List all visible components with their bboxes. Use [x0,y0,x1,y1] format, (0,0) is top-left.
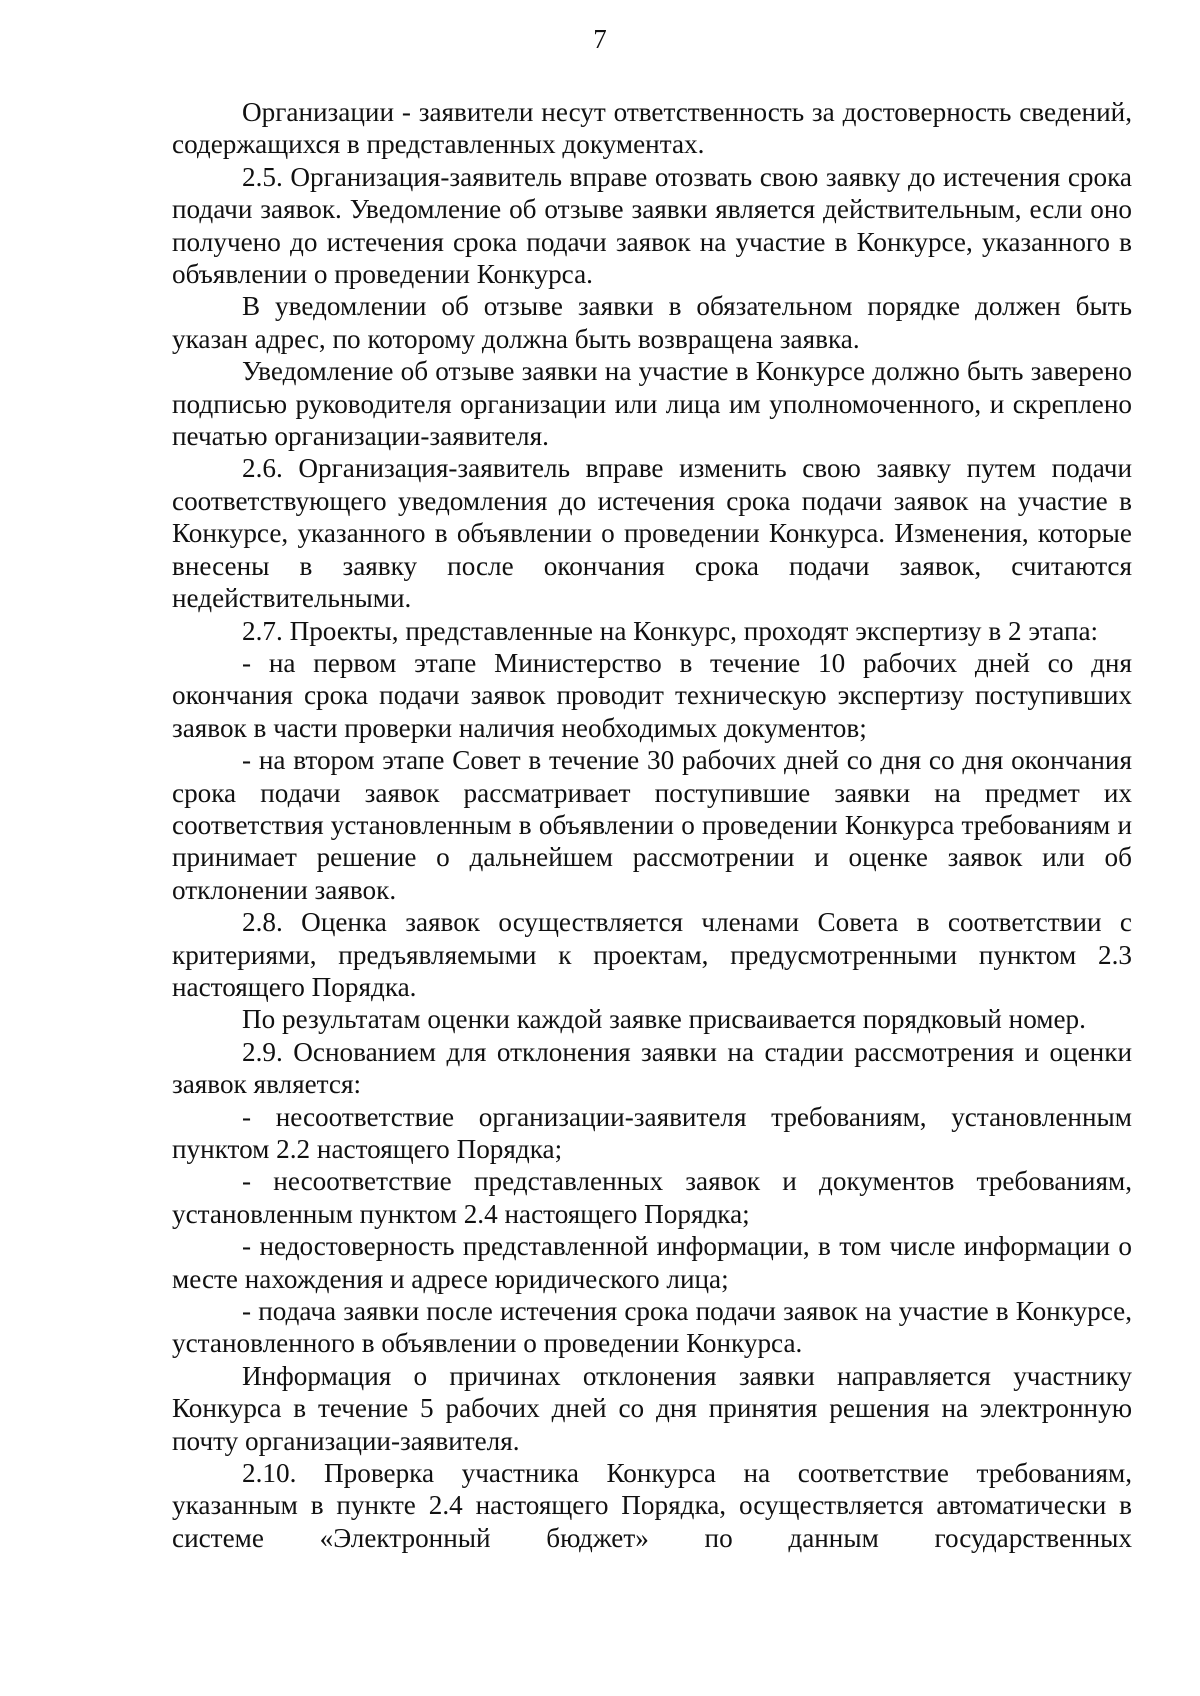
paragraph-2-10-verification: 2.10. Проверка участника Конкурса на соответствие требованиям, указанным в пункте 2.4 настоящего Порядка, осуществляется автоматически в системе «Электронный бюджет» по данным государственных [172,1458,1132,1553]
paragraph-withdrawal-signature: Уведомление об отзыве заявки на участие в Конкурсе должно быть заверено подписью руководителя организации или лица им уполномоченного, и скреплено печатью организации-заявителя. [172,356,1132,452]
page-number: 7 [593,24,607,54]
paragraph-2-8-evaluation: 2.8. Оценка заявок осуществляется членами Совета в соответствии с критериями, предъявляемыми к проектам, предусмотренными пунктом 2.3 настоящего Порядка. [172,907,1132,1002]
paragraph-ranking: По результатам оценки каждой заявке присваивается порядковый номер. [242,1004,1086,1035]
paragraph-2-6-changes: 2.6. Организация-заявитель вправе изменить свою заявку путем подачи соответствующего уведомления до истечения срока подачи заявок на участие в Конкурсе, указанного в объявлении о проведении Конкурса. Изменения, которые внесены в заявку после окончания срока подачи заявок, считаются недействительными. [172,453,1132,614]
paragraph-responsibility: Организации - заявители несут ответственность за достоверность сведений, содержащихся в представленных документах. [172,97,1132,160]
paragraph-stage-one: - на первом этапе Министерство в течение 10 рабочих дней со дня окончания срока подачи заявок проводит техническую экспертизу поступивших заявок в части проверки наличия необходимых документов; [172,647,1132,743]
paragraph-2-5-withdrawal: 2.5. Организация-заявитель вправе отозвать свою заявку до истечения срока подачи заявок. Уведомление об отзыве заявки является действительным, если оно получено до истечения срока подачи заявок на участие в Конкурсе, указанного в объявлении о проведении Конкурса. [172,161,1132,290]
paragraph-withdrawal-address: В уведомлении об отзыве заявки в обязательном порядке должен быть указан адрес, по которому должна быть возвращена заявка. [172,291,1132,354]
paragraph-rejection-notice: Информация о причинах отклонения заявки направляется участнику Конкурса в течение 5 рабочих дней со дня принятия решения на электронную почту организации-заявителя. [172,1360,1132,1456]
paragraph-rejection-reason-2: - несоответствие представленных заявок и документов требованиям, установленным пунктом 2.4 настоящего Порядка; [172,1166,1132,1229]
paragraph-rejection-reason-4: - подача заявки после истечения срока подачи заявок на участие в Конкурсе, установленного в объявлении о проведении Конкурса. [172,1296,1132,1359]
paragraph-rejection-reason-1: - несоответствие организации-заявителя требованиям, установленным пунктом 2.2 настоящего Порядка; [172,1101,1132,1164]
paragraph-2-9-rejection: 2.9. Основанием для отклонения заявки на стадии рассмотрения и оценки заявок является: [172,1036,1132,1100]
paragraph-rejection-reason-3: - недостоверность представленной информации, в том числе информации о месте нахождения и адресе юридического лица; [172,1231,1132,1294]
paragraph-2-7-expertise: 2.7. Проекты, представленные на Конкурс, проходят экспертизу в 2 этапа: [242,615,1099,646]
paragraph-stage-two: - на втором этапе Совет в течение 30 рабочих дней со дня со дня окончания срока подачи заявок рассматривает поступившие заявки на предмет их соответствия установленным в объявлении о проведении Конкурса требованиям и принимает решение о дальнейшем рассмотрении и оценке заявок или об отклонении заявок. [172,745,1132,905]
document-body [172,96,1132,1554]
